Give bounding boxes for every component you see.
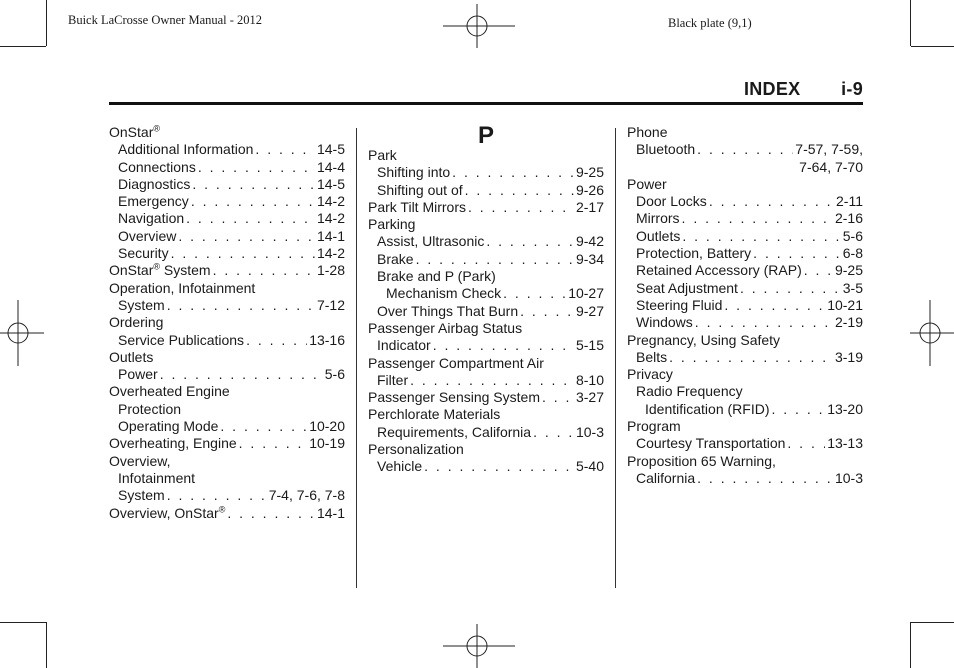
index-entry — [109, 418, 345, 435]
index-entry — [368, 285, 604, 302]
entry-term: Connections — [118, 158, 196, 175]
entry-term: Door Locks — [636, 193, 707, 210]
entry-term: Privacy — [627, 366, 673, 383]
index-entry — [109, 124, 345, 141]
index-entry — [627, 245, 863, 262]
entry-term: Security — [118, 245, 169, 262]
index-entry — [368, 233, 604, 250]
dot-leader — [697, 141, 793, 158]
dot-leader — [771, 401, 825, 418]
index-entry — [627, 366, 863, 383]
entry-term: System — [118, 487, 165, 504]
index-entry — [109, 159, 345, 176]
section-letter: P — [478, 122, 495, 149]
crop-mark — [46, 0, 47, 46]
index-entry — [109, 176, 345, 193]
page-reference: 9-25 — [834, 262, 863, 279]
column-divider — [615, 128, 616, 588]
entry-term: Mechanism Check — [386, 285, 502, 302]
entry-term: OnStar® — [109, 123, 160, 140]
index-entry — [627, 176, 863, 193]
entry-term: Overview, OnStar® — [109, 503, 226, 521]
index-entry — [368, 458, 604, 475]
entry-term: Parking — [368, 216, 416, 233]
page-reference: 9-34 — [575, 250, 604, 267]
dot-leader — [239, 435, 308, 452]
page-reference: 9-27 — [575, 302, 604, 319]
page-reference: 10-21 — [827, 296, 863, 313]
index-entry — [368, 216, 604, 233]
dot-leader — [255, 141, 315, 158]
page-reference: 3-27 — [575, 389, 604, 406]
dot-leader — [740, 280, 841, 297]
dot-leader — [724, 297, 825, 314]
page-title — [744, 79, 863, 100]
page-reference: 14-2 — [316, 210, 345, 227]
entry-term: Pregnancy, Using Safety — [627, 331, 781, 348]
header-rule — [109, 102, 863, 105]
index-entry — [368, 372, 604, 389]
dot-leader — [695, 314, 833, 331]
page-reference: 13-16 — [309, 331, 345, 348]
entry-term: Identification (RFID) — [645, 400, 770, 417]
dot-leader — [410, 372, 574, 389]
entry-term: Shifting into — [377, 164, 451, 181]
index-entry — [109, 366, 345, 383]
dot-leader — [804, 262, 833, 279]
index-entry — [627, 297, 863, 314]
entry-term: Brake — [377, 250, 414, 267]
page-reference: 5-40 — [575, 458, 604, 475]
dot-leader — [542, 389, 574, 406]
dot-leader — [520, 303, 574, 320]
registered-mark: ® — [218, 503, 226, 514]
index-entry — [627, 280, 863, 297]
registration-mark-icon — [910, 300, 954, 366]
page-reference: 14-4 — [316, 158, 345, 175]
entry-term: Seat Adjustment — [636, 279, 738, 296]
registration-mark-icon — [443, 624, 515, 668]
entry-term: Overheated Engine — [109, 383, 230, 400]
dot-leader — [178, 228, 315, 245]
dot-leader — [160, 366, 323, 383]
index-entry — [368, 406, 604, 423]
index-entry — [109, 193, 345, 210]
entry-term: Program — [627, 418, 681, 435]
entry-term: Over Things That Burn — [377, 302, 519, 319]
index-entry — [109, 349, 345, 366]
index-entry — [627, 314, 863, 331]
entry-term: Passenger Airbag Status — [368, 319, 523, 336]
dot-leader — [669, 349, 833, 366]
entry-term: Perchlorate Materials — [368, 406, 501, 423]
index-entry — [109, 487, 345, 504]
registration-mark-icon — [0, 300, 44, 366]
index-entry — [368, 441, 604, 458]
index-entry — [368, 182, 604, 199]
registration-mark-icon — [443, 4, 515, 48]
page-reference: 9-25 — [575, 164, 604, 181]
index-entry — [109, 314, 345, 331]
index-entry — [109, 453, 345, 470]
index-entry — [627, 262, 863, 279]
entry-term: Additional Information — [118, 141, 254, 158]
column-divider — [356, 128, 357, 588]
dot-leader — [465, 182, 574, 199]
page-reference: 14-2 — [316, 245, 345, 262]
index-entry — [627, 124, 863, 141]
entry-term: Park Tilt Mirrors — [368, 198, 466, 215]
registered-mark: ® — [153, 261, 160, 272]
entry-term: Operating Mode — [118, 418, 219, 435]
crop-mark — [910, 622, 911, 668]
dot-leader — [787, 435, 825, 452]
dot-leader — [468, 199, 574, 216]
index-entry — [109, 383, 345, 400]
index-entry — [368, 337, 604, 354]
entry-term: Bluetooth — [636, 141, 696, 158]
entry-term: System — [118, 296, 165, 313]
index-entry — [627, 210, 863, 227]
plate-label: Black plate (9,1) — [668, 16, 752, 30]
index-column-2 — [368, 123, 604, 476]
entry-term: Vehicle — [377, 458, 423, 475]
dot-leader — [186, 210, 315, 227]
page-reference: 6-8 — [842, 245, 863, 262]
index-entry — [368, 147, 604, 164]
index-entry — [627, 418, 863, 435]
crop-mark — [46, 622, 47, 668]
index-entry — [627, 332, 863, 349]
entry-term: Requirements, California — [377, 423, 532, 440]
crop-mark — [0, 46, 46, 47]
dot-leader — [416, 251, 574, 268]
index-entry — [109, 505, 345, 522]
dot-leader — [486, 233, 574, 250]
index-heading: INDEX — [743, 79, 801, 99]
index-entry — [109, 141, 345, 158]
page-reference: 10-19 — [309, 435, 345, 452]
dot-leader — [682, 228, 840, 245]
dot-leader — [697, 470, 833, 487]
index-entry — [109, 280, 345, 297]
index-entry — [109, 470, 345, 487]
page-reference: 5-6 — [842, 227, 863, 244]
entry-term: Brake and P (Park) — [377, 268, 496, 285]
dot-leader — [246, 332, 307, 349]
entry-term: Operation, Infotainment — [109, 279, 256, 296]
entry-term: Mirrors — [636, 210, 680, 227]
entry-term: Power — [118, 366, 158, 383]
page-reference: 10-27 — [568, 285, 604, 302]
entry-term: Protection — [118, 400, 182, 417]
index-entry — [368, 251, 604, 268]
dot-leader — [167, 487, 267, 504]
index-entry-continuation: 7-64, 7-70 — [799, 158, 863, 175]
page-reference: 2-19 — [834, 314, 863, 331]
page-reference: 9-26 — [575, 181, 604, 198]
index-entry — [368, 389, 604, 406]
index-entry — [109, 262, 345, 279]
entry-term: Passenger Sensing System — [368, 389, 540, 406]
entry-term: Protection, Battery — [636, 245, 752, 262]
index-entry — [627, 435, 863, 452]
index-entry — [368, 199, 604, 216]
entry-term: Phone — [627, 124, 668, 140]
index-entry — [368, 268, 604, 285]
index-entry — [368, 355, 604, 372]
manual-title: Buick LaCrosse Owner Manual - 2012 — [68, 13, 263, 27]
page-number: i-9 — [841, 79, 863, 99]
crop-mark — [911, 622, 954, 623]
dot-leader — [753, 245, 841, 262]
index-entry — [368, 424, 604, 441]
entry-term: Overview — [118, 227, 177, 244]
page-reference: 7-57, 7-59, — [795, 141, 863, 158]
page-reference: 7-4, 7-6, 7-8 — [268, 487, 345, 504]
entry-term: Indicator — [377, 337, 431, 354]
registered-mark: ® — [153, 123, 160, 134]
entry-term: Outlets — [109, 348, 154, 365]
page-reference: 2-11 — [836, 193, 863, 210]
index-entry — [627, 470, 863, 487]
page-reference: 10-3 — [575, 423, 604, 440]
page-reference: 9-42 — [575, 233, 604, 250]
dot-leader — [709, 193, 834, 210]
entry-term: Overview, — [109, 452, 171, 469]
dot-leader — [424, 458, 574, 475]
dot-leader — [503, 285, 566, 302]
index-entry — [368, 164, 604, 181]
dot-leader — [198, 159, 315, 176]
index-entry — [109, 210, 345, 227]
dot-leader — [167, 297, 315, 314]
dot-leader — [213, 262, 315, 279]
crop-mark — [910, 0, 911, 46]
dot-leader — [171, 245, 315, 262]
entry-term: Overheating, Engine — [109, 435, 237, 452]
page-reference: 2-17 — [575, 198, 604, 215]
crop-mark — [0, 622, 46, 623]
page-reference: 1-28 — [316, 262, 345, 279]
entry-term: Park — [368, 147, 397, 163]
index-column-1 — [109, 124, 345, 522]
index-entry — [368, 320, 604, 337]
page-reference: 2-16 — [834, 210, 863, 227]
entry-term: Diagnostics — [118, 175, 191, 192]
page-reference: 13-13 — [827, 435, 863, 452]
index-entry — [109, 245, 345, 262]
index-entry — [109, 401, 345, 418]
page-reference: 13-20 — [827, 400, 863, 417]
entry-term: Infotainment — [118, 469, 196, 486]
page-reference: 5-6 — [324, 366, 345, 383]
index-entry — [627, 349, 863, 366]
entry-term: Belts — [636, 348, 668, 365]
index-entry — [109, 297, 345, 314]
index-entry — [627, 453, 863, 470]
dot-leader — [452, 164, 574, 181]
entry-term: Passenger Compartment Air — [368, 354, 544, 371]
index-entry — [109, 435, 345, 452]
index-entry — [627, 193, 863, 210]
entry-term: Assist, Ultrasonic — [377, 233, 485, 250]
entry-term: Shifting out of — [377, 181, 463, 198]
entry-term: OnStar® System — [109, 261, 211, 279]
entry-term: Retained Accessory (RAP) — [636, 262, 802, 279]
page-reference: 14-1 — [316, 504, 345, 521]
entry-term: Emergency — [118, 193, 189, 210]
page-reference: 14-5 — [316, 141, 345, 158]
entry-term: California — [636, 469, 696, 486]
dot-leader — [533, 424, 574, 441]
page-reference: 10-3 — [834, 469, 863, 486]
entry-term: Personalization — [368, 441, 464, 458]
page-reference: 8-10 — [575, 371, 604, 388]
index-entry — [627, 401, 863, 418]
dot-leader — [192, 176, 315, 193]
entry-term: Proposition 65 Warning, — [627, 452, 776, 469]
page-reference: 7-12 — [316, 296, 345, 313]
page-reference: 10-20 — [309, 418, 345, 435]
dot-leader — [227, 505, 315, 522]
index-entry — [627, 228, 863, 245]
page-reference: 5-15 — [575, 337, 604, 354]
entry-term: Ordering — [109, 314, 164, 331]
page-reference: 14-2 — [316, 193, 345, 210]
entry-term: Power — [627, 175, 667, 192]
entry-term: Filter — [377, 371, 409, 388]
entry-term: Windows — [636, 314, 693, 331]
entry-term: Navigation — [118, 210, 185, 227]
index-entry — [109, 332, 345, 349]
entry-term: Courtesy Transportation — [636, 435, 786, 452]
dot-leader — [191, 193, 315, 210]
page-reference: 3-19 — [834, 348, 863, 365]
dot-leader — [682, 210, 833, 227]
page-reference: 3-5 — [842, 279, 863, 296]
entry-term: Radio Frequency — [636, 383, 743, 400]
index-entry — [627, 383, 863, 400]
entry-term: Service Publications — [118, 331, 245, 348]
index-entry — [109, 228, 345, 245]
entry-term: Steering Fluid — [636, 296, 723, 313]
entry-term: Outlets — [636, 227, 681, 244]
dot-leader — [220, 418, 307, 435]
index-entry — [627, 141, 863, 158]
crop-mark — [911, 46, 954, 47]
page-reference: 14-5 — [316, 175, 345, 192]
index-entry — [368, 303, 604, 320]
index-column-3 — [627, 124, 863, 487]
dot-leader — [433, 337, 574, 354]
page-reference: 14-1 — [316, 227, 345, 244]
